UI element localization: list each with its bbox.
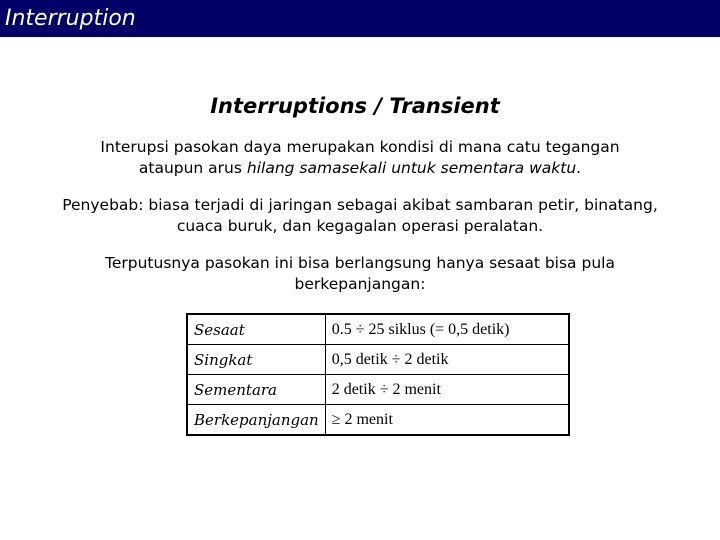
category-cell: Sesaat [187, 314, 325, 345]
category-cell: Singkat [187, 345, 325, 375]
cause-paragraph: Penyebab: biasa terjadi di jaringan sebagai akibat sambaran petir, binatang, cuaca buruk, dan kegagalan operasi peralatan. [62, 196, 658, 235]
duration-cell: 0,5 detik ÷ 2 detik [325, 345, 569, 375]
definition-line-2-prefix: ataupun arus [138, 159, 247, 177]
slide-title: Interruption [0, 0, 720, 37]
slide-heading: Interruptions / Transient [210, 94, 500, 118]
duration-paragraph: Terputusnya pasokan ini bisa berlangsung hanya sesaat bisa pula berkepanjangan: [105, 254, 615, 293]
definition-emphasis: hilang samasekali untuk sementara waktu [246, 159, 577, 177]
definition-line-1: Interupsi pasokan daya merupakan kondisi di mana catu tegangan [100, 138, 620, 156]
category-cell: Berkepanjangan [187, 405, 325, 436]
table-row [187, 375, 569, 405]
definition-line-2-suffix: . [576, 159, 582, 177]
table-row [187, 314, 569, 345]
table-row [187, 345, 569, 375]
duration-cell: 0.5 ÷ 25 siklus (= 0,5 detik) [325, 314, 569, 345]
table-row [187, 405, 569, 436]
duration-cell: 2 detik ÷ 2 menit [325, 375, 569, 405]
duration-cell: ≥ 2 menit [325, 405, 569, 436]
category-cell: Sementara [187, 375, 325, 405]
duration-table [186, 313, 570, 436]
definition-paragraph [60, 137, 660, 179]
